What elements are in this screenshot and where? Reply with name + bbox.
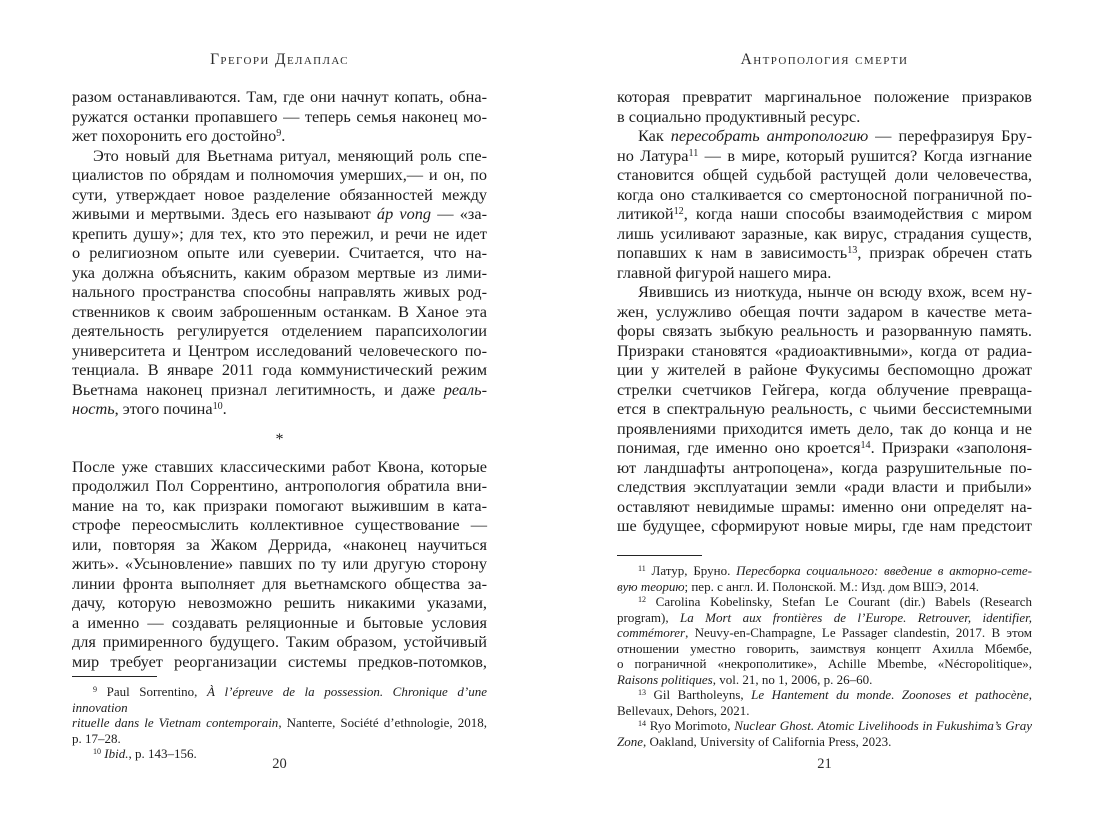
footnote bbox=[617, 718, 1032, 749]
text-line: ственников к своим заброшенным останкам. В Ханое эта bbox=[72, 301, 487, 321]
paragraph bbox=[617, 126, 1032, 282]
text-line: жен, услужливо обещая почти задаром в качестве мета- bbox=[617, 301, 1032, 321]
footnote bbox=[617, 563, 1032, 594]
text-line: университета и Центром исследований человеческого по- bbox=[72, 340, 487, 360]
paragraph bbox=[72, 87, 487, 146]
text-line: $^9$ Paul Sorrentino, À l’épreuve de la possession. Chronique d’une innovation bbox=[72, 684, 487, 715]
text-line: в социально продуктивный ресурс. bbox=[617, 106, 861, 126]
text-line: $^{14}$ Ryo Morimoto, Nuclear Ghost. Atomic Livelihoods in Fukushima’s Gray bbox=[638, 718, 1032, 733]
page-body bbox=[617, 87, 1032, 536]
page-number: 21 bbox=[817, 756, 832, 772]
footnote-list bbox=[617, 563, 1032, 749]
text-line: После уже ставших классическими работ Квона, которые bbox=[72, 456, 487, 476]
text-line: ружатся останки пропавшего — теперь семья наконец мо- bbox=[72, 106, 487, 126]
footnotes-section bbox=[72, 676, 487, 762]
text-line: Как пересобрать антропологию — перефразируя Бру- bbox=[638, 126, 1032, 145]
footnote-list bbox=[72, 684, 487, 762]
text-line: литикой$^{12}$, когда наши способы взаимодействия с миром bbox=[617, 204, 1032, 223]
text-line: Это новый для Вьетнама ритуал, меняющий роль спе- bbox=[93, 145, 487, 165]
text-line: а именно — создавать реляционные и бытовые условия bbox=[72, 612, 487, 632]
text-line: нального пространства способны направлять живых род- bbox=[72, 282, 487, 301]
text-line: которая превратит маргинальное положение призраков bbox=[617, 87, 1032, 106]
text-line: $^{12}$ Carolina Kobelinsky, Stefan Le Courant (dir.) Babels (Research bbox=[638, 594, 1032, 609]
text-line: живыми и мертвыми. Здесь его называют áp vong — «за- bbox=[72, 204, 488, 223]
text-line: Raisons politiques, vol. 21, no 1, 2006, p. 26–60. bbox=[617, 671, 873, 687]
text-line: rituelle dans le Vietnam contemporain, Nanterre, Société d’ethnologie, 2018, bbox=[72, 715, 487, 730]
text-line: деятельность регулируется отделением парапсихологии bbox=[72, 321, 487, 340]
page-number: 20 bbox=[272, 756, 287, 772]
text-line: оставляют невидимые шрамы: именно они определят на- bbox=[617, 496, 1032, 516]
text-line: сути, утверждает новое разделение обязанностей между bbox=[72, 184, 487, 204]
text-line: строфе переосмыслить коллективное существование — bbox=[72, 515, 487, 534]
text-line: для примиренного будущего. Таким образом, устойчивый bbox=[72, 632, 487, 651]
text-line: ше будущее, сформируют новые миры, где нам предстоит bbox=[617, 516, 1032, 535]
paragraph bbox=[72, 457, 487, 672]
text-line: Призраки становятся «радиоактивными», когда от радиа- bbox=[617, 340, 1032, 360]
text-line: о пограничной «некрополитике», Achille Mbembe, «Nécropolitique», bbox=[617, 656, 1032, 671]
text-line: главной фигурой нашего мира. bbox=[617, 262, 832, 282]
text-line: продолжил Пол Соррентино, антропология обратила вни- bbox=[72, 476, 487, 495]
paragraph bbox=[617, 282, 1032, 536]
footnote-rule bbox=[72, 676, 157, 677]
footnotes-section bbox=[617, 555, 1032, 749]
footnote bbox=[617, 687, 1032, 718]
text-line: жет похоронить его достойно$^9$. bbox=[72, 126, 286, 145]
text-line: или, повторяя за Жаком Деррида, «наконец научиться bbox=[72, 534, 487, 554]
text-line: проявлениями приходится иметь дело, так до конца и не bbox=[617, 418, 1032, 438]
text-line: Вьетнама наконец признал легитимность, и даже реаль- bbox=[72, 379, 487, 399]
paragraph bbox=[72, 146, 487, 419]
text-line: понимая, где именно оно кроется$^{14}$. Призраки «заполоня- bbox=[617, 438, 1032, 457]
section-separator: * bbox=[275, 430, 284, 448]
text-line: ции у жителей в районе Фукусимы беспомощно дрожат bbox=[617, 360, 1032, 379]
text-line: следствия эксплуатации земли «ради власти и прибыли» bbox=[617, 477, 1032, 496]
text-line: линии фронта выполняет для вьетнамского общества за- bbox=[72, 573, 487, 593]
footnote bbox=[72, 684, 487, 746]
text-line: разом останавливаются. Там, где они начнут копать, обна- bbox=[72, 87, 487, 106]
footnote bbox=[617, 594, 1032, 687]
text-line: дачу, которую невозможно решить никакими указами, bbox=[72, 593, 487, 612]
text-line: крепить душу»; для тех, кто это пережил, и речи не идет bbox=[72, 223, 487, 243]
text-line: становится общей судьбой растущей доли человечества, bbox=[617, 165, 1032, 184]
page-body bbox=[72, 87, 487, 671]
text-line: отношении уместно говорить, заимствуя концепт Ахилла Мбембе, bbox=[617, 640, 1032, 656]
text-line: program), La Mort aux frontières de l’Europe. Retrouver, identifier, bbox=[617, 609, 1032, 625]
text-line: $^{11}$ Латур, Бруно. Пересборка социального: введение в акторно-сете- bbox=[638, 563, 1032, 578]
text-line: ется в спектральную реальность, с чьими бессистемными bbox=[617, 399, 1032, 418]
paragraph bbox=[617, 87, 1032, 126]
page-left bbox=[72, 0, 487, 825]
text-line: о религиозном опыте или суеверии. Считается, что на- bbox=[72, 243, 487, 262]
running-head-title: Антропология смерти bbox=[740, 51, 909, 68]
text-line: тенциала. В январе 2011 года коммунистический режим bbox=[72, 360, 487, 379]
text-line: ука должна объяснить, каким образом мертвые из лими- bbox=[72, 262, 487, 282]
text-line: мание на то, как призраки помогают выжившим в ката- bbox=[72, 495, 487, 515]
text-line: Zone, Oakland, University of California Press, 2023. bbox=[617, 733, 892, 749]
text-line: но Латура$^{11}$ — в мире, который рушится? Когда изгнание bbox=[617, 145, 1032, 165]
text-line: Явившись из ниоткуда, нынче он всюду вхож, всем ну- bbox=[638, 282, 1032, 301]
footnote-rule bbox=[617, 555, 702, 556]
text-line: $^{13}$ Gil Bartholeyns, Le Hantement du monde. Zoonoses et pathocène, bbox=[638, 687, 1033, 702]
text-line: p. 17–28. bbox=[72, 730, 121, 746]
text-line: лишь усиливают заразные, как вирус, страдания существ, bbox=[617, 223, 1032, 243]
text-line: commémorer, Neuvy-en-Champagne, Le Passager clandestin, 2017. В этом bbox=[617, 625, 1032, 640]
text-line: жить». «Усыновление» павших по ту или другую сторону bbox=[72, 554, 487, 573]
text-line: $^{10}$ Ibid., p. 143–156. bbox=[93, 746, 197, 761]
text-line: циалистов по обрядам и полномочия умерших,— и он, по bbox=[72, 165, 487, 184]
text-line: мир требует реорганизации системы предков-потомков, bbox=[72, 651, 487, 671]
text-line: стрелки счетчиков Гейгера, когда облучение превраща- bbox=[617, 379, 1032, 399]
running-head-author: Грегори Делаплас bbox=[210, 51, 349, 68]
text-line: Bellevaux, Dehors, 2021. bbox=[617, 702, 750, 718]
page-right bbox=[617, 0, 1032, 825]
text-line: форы связать зыбкую реальность и разорванную память. bbox=[617, 321, 1032, 340]
text-line: вую теорию; пер. с англ. И. Полонской. М.: Изд. дом ВШЭ, 2014. bbox=[617, 578, 979, 594]
text-line: попавших к нам в зависимость$^{13}$, призрак обречен стать bbox=[617, 243, 1032, 262]
text-line: ность, этого почина$^{10}$. bbox=[72, 399, 227, 418]
text-line: ют ландшафты антропоцена», когда разрушительные по- bbox=[617, 457, 1032, 477]
text-line: когда оно сталкивается со смертоносной пограничной по- bbox=[617, 184, 1032, 204]
